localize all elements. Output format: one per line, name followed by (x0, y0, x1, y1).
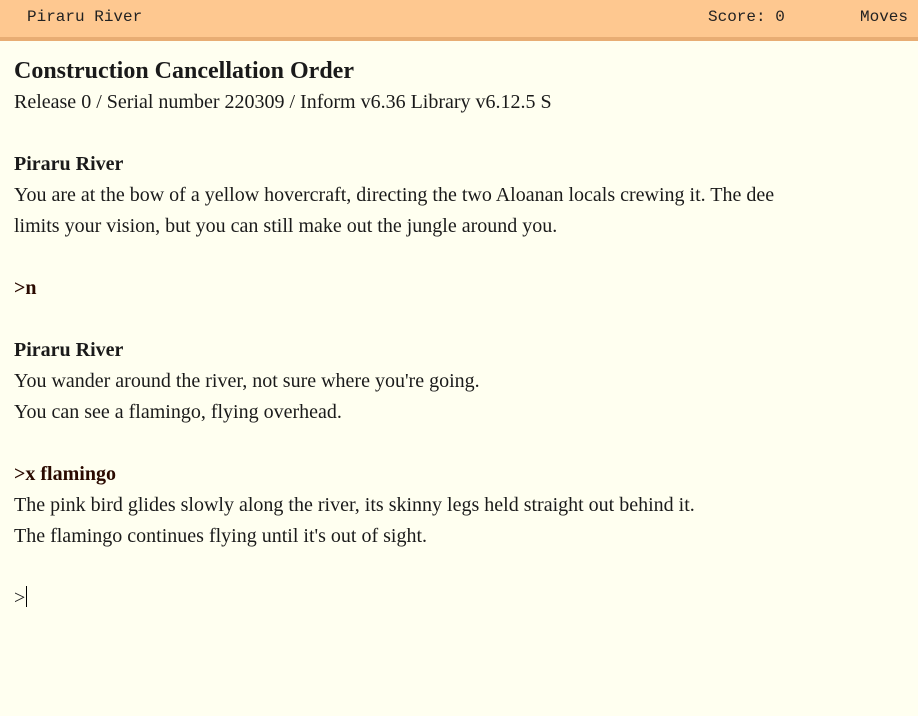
status-moves: Moves (860, 8, 909, 26)
player-command: >n (14, 277, 37, 299)
room-heading: Piraru River (14, 153, 124, 175)
response-line: The pink bird glides slowly along the river, its skinny legs held straight out behind it. (14, 494, 695, 516)
room-heading: Piraru River (14, 339, 124, 361)
input-prompt: > (14, 587, 26, 609)
status-score: Score: 0 (708, 8, 785, 26)
spacer (14, 428, 918, 459)
spacer (14, 242, 918, 273)
game-transcript (14, 56, 918, 711)
release-info: Release 0 / Serial number 220309 / Inform v6.36 Library v6.12.5 S (14, 91, 552, 113)
command-input[interactable] (14, 583, 918, 614)
response-line: The flamingo continues flying until it's out of sight. (14, 525, 428, 547)
room-description-line: You are at the bow of a yellow hovercraft, directing the two Aloanan locals crewing it. The dee (14, 184, 775, 206)
response-line: You can see a flamingo, flying overhead. (14, 401, 342, 423)
spacer (14, 552, 918, 583)
response-line: You wander around the river, not sure where you're going. (14, 370, 480, 392)
room-description-line: limits your vision, but you can still make out the jungle around you. (14, 215, 558, 237)
spacer (14, 118, 918, 149)
spacer (14, 304, 918, 335)
status-bar (0, 0, 918, 41)
game-title: Construction Cancellation Order (14, 58, 354, 84)
player-command: >x flamingo (14, 463, 116, 485)
status-room-name: Piraru River (27, 8, 143, 26)
text-cursor (26, 586, 27, 607)
